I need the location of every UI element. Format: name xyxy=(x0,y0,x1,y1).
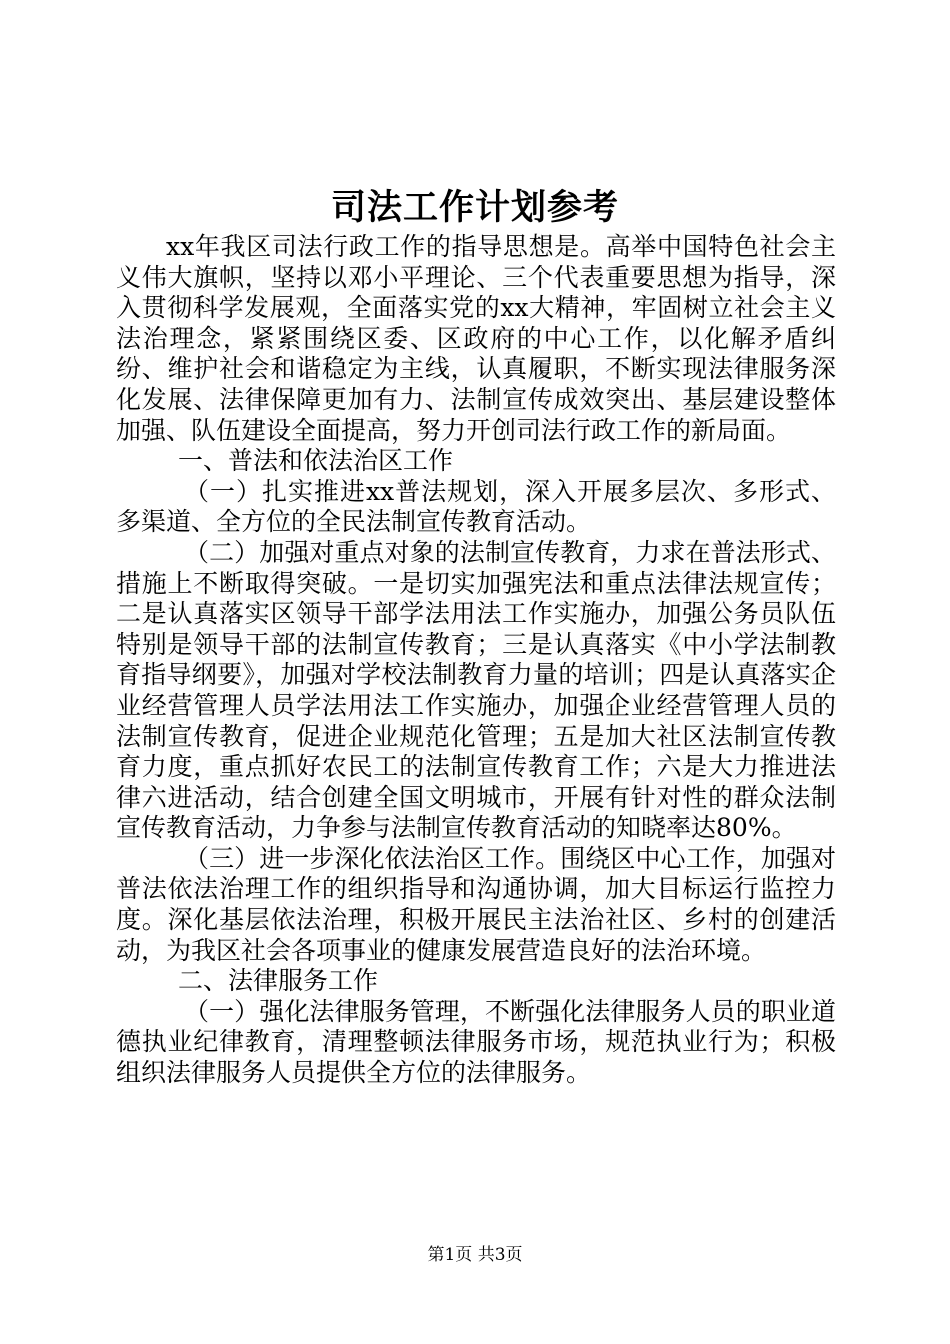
section-heading-legal-services: 二、法律服务工作 xyxy=(178,966,379,996)
paragraph-guiding-thought: xx年我区司法行政工作的指导思想是。高举中国特色社会主义伟大旗帜，坚持以邓小平理论、三个代表重要思想为指导，深入贯彻科学发展观，全面落实党的xx大精神，牢固树立社会主义法治理念，紧紧围绕区委、区政府的中心工作，以化解矛盾纠纷、维护社会和谐稳定为主线，认真履职，不断实现法律服务深化发展、法律保障更加有力、法制宣传成效突出、基层建设整体加强、队伍建设全面提高，努力开创司法行政工作的新局面。 xyxy=(116,232,836,445)
paragraph-item-1-2: （二）加强对重点对象的法制宣传教育，力求在普法形式、措施上不断取得突破。一是切实加强宪法和重点法律法规宣传；二是认真落实区领导干部学法用法工作实施办，加强公务员队伍特别是领导干部的法制宣传教育；三是认真落实《中小学法制教育指导纲要》，加强对学校法制教育力量的培训；四是认真落实企业经营管理人员学法用法工作实施办，加强企业经营管理人员的法制宣传教育，促进企业规范化管理；五是加大社区法制宣传教育力度，重点抓好农民工的法制宣传教育工作；六是大力推进法律六进活动，结合创建全国文明城市，开展有针对性的群众法制宣传教育活动，力争参与法制宣传教育活动的知晓率达80%。 xyxy=(116,537,836,843)
paragraph-item-1-1: （一）扎实推进xx普法规划，深入开展多层次、多形式、多渠道、全方位的全民法制宣传教育活动。 xyxy=(116,476,836,537)
paragraph-item-2-1: （一）强化法律服务管理，不断强化法律服务人员的职业道德执业纪律教育，清理整顿法律服务市场，规范执业行为；积极组织法律服务人员提供全方位的法律服务。 xyxy=(116,996,836,1088)
section-heading-legal-publicity: 一、普法和依法治区工作 xyxy=(178,446,454,476)
document-body xyxy=(116,232,836,1089)
document-title: 司法工作计划参考 xyxy=(330,187,619,228)
page-number-footer: 第1页 共3页 xyxy=(427,1245,523,1265)
paragraph-item-1-3: （三）进一步深化依法治区工作。围绕区中心工作，加强对普法依法治理工作的组织指导和沟通协调，加大目标运行监控力度。深化基层依法治理，积极开展民主法治社区、乡村的创建活动，为我区社会各项事业的健康发展营造良好的法治环境。 xyxy=(116,843,836,965)
